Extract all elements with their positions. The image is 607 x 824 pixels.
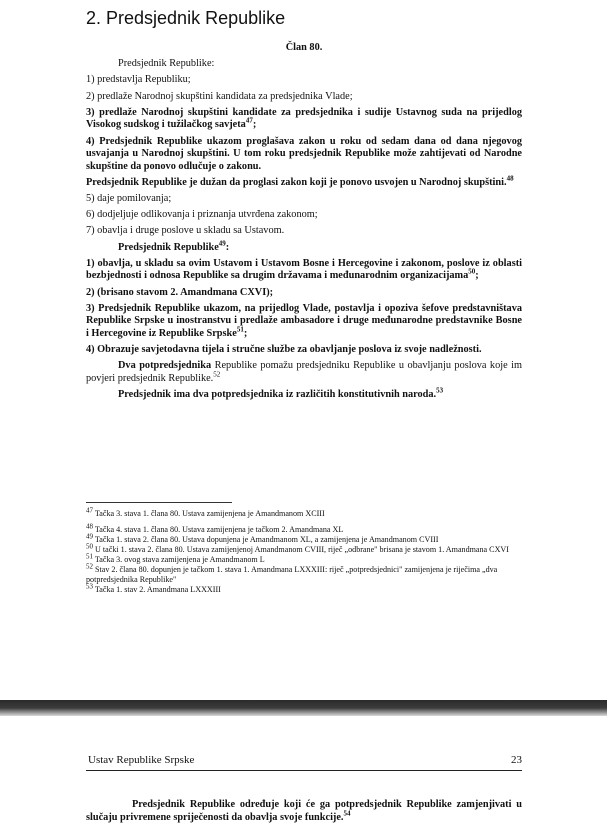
footnote-ref: 54	[343, 809, 351, 818]
intro-text: Predsjednik Republike:	[118, 58, 215, 70]
list-item	[86, 258, 522, 283]
footnote-text: Stav 2. člana 80. dopunjen je tačkom 1. stava 1. Amandmana LXXXIII: riječ „potpredsjednici" zamijenjena je riječima „dva potpredsjednika Republike"	[86, 565, 498, 584]
footnote-separator	[86, 502, 232, 503]
list-item-text: 5) daje pomilovanja;	[86, 193, 172, 205]
running-header	[86, 754, 522, 771]
footnote-number: 50	[86, 542, 93, 551]
footnote-ref: 53	[436, 386, 444, 395]
list-item-tail: ;	[475, 270, 479, 282]
footnote-number: 47	[86, 506, 93, 515]
footnote-ref: 52	[213, 370, 221, 379]
footnote-number: 53	[86, 582, 93, 591]
list-item	[86, 303, 522, 341]
footnote-ref: 48	[506, 174, 514, 183]
footnote-ref: 50	[468, 268, 476, 277]
document-page-2	[0, 716, 607, 824]
header-title: Ustav Republike Srpske	[88, 754, 195, 766]
list-item-text: 1) obavlja, u skladu sa ovim Ustavom i Ustavom Bosne i Hercegovine i zakonom, poslove iz oblasti bezbjednosti i odnosa Republike sa drugim državama i međunarodnim organizacijama	[86, 257, 522, 282]
footnote	[86, 532, 522, 545]
footnote-ref: 47	[245, 116, 253, 125]
list-item-text: 3) Predsjednik Republike ukazom, na prijedlog Vlade, postavlja i opoziva šefove predstavništava Republike Srpske u inostranstvu i predlaže ambasadore i druge međunarodne predstavnike Bosne i Hercegovine iz Republike Srpske	[86, 302, 522, 339]
section-title: 2. Predsjednik Republike	[86, 8, 286, 28]
list-item-text: 4) Obrazuje savjetodavna tijela i stručne službe za obavljanje poslova iz svoje nadležnosti.	[86, 344, 482, 356]
footnote-text: U tački 1. stava 2. člana 80. Ustava zamijenjenoj Amandmanom CVIII, riječ „odbrane" brisana je stavom 1. Amandmana CXVI	[93, 545, 509, 554]
footnote	[86, 582, 522, 595]
list-item	[86, 193, 522, 206]
list-item-text: 6) dodjeljuje odlikovanja i priznanja utvrđena zakonom;	[86, 209, 318, 221]
page-break	[0, 700, 607, 716]
footnote	[86, 562, 522, 585]
list-item	[86, 344, 522, 357]
list-item-text: 1) predstavlja Republiku;	[86, 74, 191, 86]
list-article-80-para-2	[86, 258, 522, 357]
vice-presidents-nations-paragraph: Predsjednik ima dva potpredsjednika iz različitih konstitutivnih naroda.$^{53}$	[118, 386, 444, 401]
list-item	[86, 74, 522, 87]
footnote	[86, 542, 522, 555]
list-item	[86, 209, 522, 222]
footnotes	[86, 506, 522, 595]
footnote-text: Tačka 4. stava 1. člana 80. Ustava zamijenjena je tačkom 2. Amandmana XL	[93, 525, 344, 534]
footnote-text: Tačka 3. stava 1. člana 80. Ustava zamijenjena je Amandmanom XCIII	[93, 509, 325, 518]
list-item	[86, 287, 522, 300]
list-item	[86, 91, 522, 104]
footnote-ref: 51	[236, 325, 244, 334]
footnote-ref: 49	[218, 239, 226, 248]
list-item-tail: ;	[252, 119, 257, 131]
page-number: 23	[511, 754, 522, 766]
list-item	[86, 174, 522, 190]
footnote-number: 48	[86, 522, 93, 531]
list-article-80-para-1	[86, 74, 522, 238]
list-item	[86, 136, 522, 174]
footnote-number: 51	[86, 552, 93, 561]
list-item-text: 2) (brisano stavom 2. Amandmana CXVI);	[86, 286, 274, 298]
list-item-text: Predsjednik Republike je dužan da proglasi zakon koji je ponovo usvojen u Narodnoj skupštini.	[86, 176, 507, 188]
article-body	[86, 42, 522, 405]
footnote-number: 49	[86, 532, 93, 541]
footnote	[86, 522, 522, 535]
footnote	[86, 506, 522, 519]
intro2-text: Predsjednik Republike$^{49}$:	[118, 239, 230, 253]
vice-presidents-paragraph: Dva potpredsjednika Republike pomažu predsjedniku Republike u obavljanju poslova koje im povjeri predsjednik Republike.$^{52}$	[86, 360, 522, 384]
footnote-text: Tačka 1. stava 2. člana 80. Ustava dopunjena je Amandmanom XL, a zamijenjena je Amandmanom CVIII	[93, 535, 439, 544]
list-item	[86, 107, 522, 132]
list-item-text: 7) obavlja i druge poslove u skladu sa Ustavom.	[86, 225, 285, 237]
list-item-text: 4) Predsjednik Republike ukazom proglašava zakon u roku od sedam dana od dana njegovog usvajanja u Narodnoj skupštini. U tom roku predsjednik Republike može zahtijevati od Narodne skupštine da ponovo odlučuje o zakonu.	[86, 135, 522, 172]
list-item-text: 2) predlaže Narodnoj skupštini kandidata za predsjednika Vlade;	[86, 90, 353, 102]
footnote	[86, 552, 522, 565]
list-item-tail: ;	[243, 328, 248, 339]
page2-paragraph: Predsjednik Republike određuje koji će ga potpredsjednik Republike zamjenjivati u slučaju privremene spriječenosti da obavlja svoje funkcije.$^{54}$	[86, 799, 522, 823]
list-item-text: 3) predlaže Narodnoj skupštini kandidate za predsjednika i sudije Ustavnog suda na prijedlog Visokog sudskog i tužilačkog savjeta	[86, 106, 522, 131]
list-item	[86, 225, 522, 238]
footnote-text: Tačka 3. ovog stava zamijenjena je Amandmanom L	[93, 555, 265, 564]
article-title: Član 80.	[285, 42, 323, 53]
footnote-text: Tačka 1. stav 2. Amandmana LXXXIII	[93, 585, 221, 594]
footnote-number: 52	[86, 562, 93, 571]
